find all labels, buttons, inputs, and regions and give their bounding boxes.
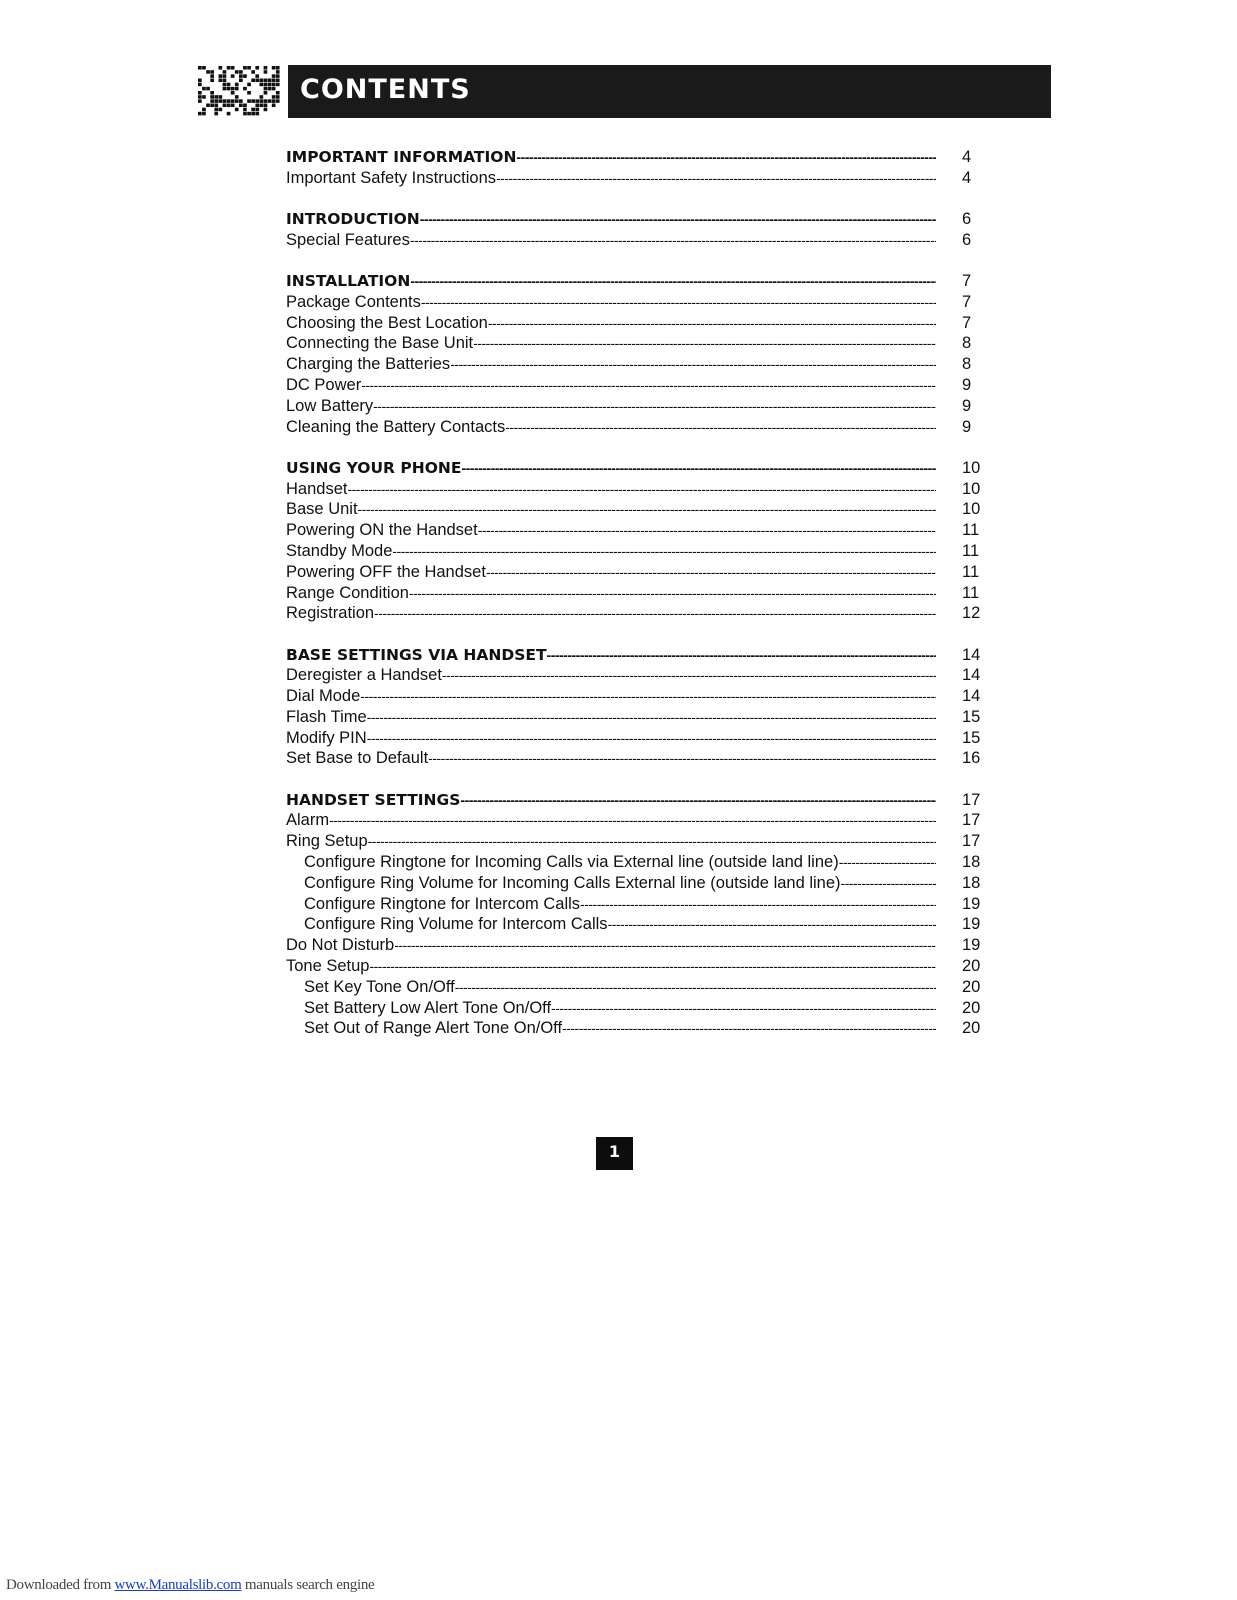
toc-entry[interactable]	[286, 914, 1006, 935]
toc-entry[interactable]	[286, 894, 1006, 915]
logo-pattern-cell	[276, 83, 280, 87]
logo-pattern-cell	[210, 91, 214, 95]
logo-pattern-cell	[264, 91, 268, 95]
toc-entry-page: 11	[962, 521, 980, 540]
table-of-contents	[286, 147, 1006, 1060]
logo-pattern-cell	[255, 99, 259, 103]
logo-pattern-cell	[243, 108, 247, 112]
toc-entry-label: Handset	[286, 479, 348, 498]
toc-entry-label: Alarm	[286, 811, 330, 830]
logo-pattern-cell	[231, 91, 235, 95]
logo-pattern-cell	[198, 112, 202, 116]
toc-entry-page: 19	[962, 894, 981, 913]
logo-pattern-cell	[202, 112, 206, 116]
logo-pattern-cell	[247, 99, 251, 103]
toc-entry-label: Charging the Batteries	[286, 355, 451, 374]
logo-pattern-cell	[235, 70, 239, 74]
toc-entry[interactable]	[286, 977, 1006, 998]
logo-pattern-cell	[276, 91, 280, 95]
toc-entry-label: Connecting the Base Unit	[286, 334, 474, 353]
dot-leader	[360, 686, 936, 707]
toc-entry-label: Modify PIN	[286, 728, 367, 747]
toc-entry[interactable]	[286, 333, 1006, 354]
logo-pattern-cell	[276, 99, 280, 103]
dot-leader	[562, 1018, 936, 1039]
logo-pattern-cell	[255, 74, 259, 78]
toc-entry-label: INSTALLATION	[286, 271, 411, 290]
dot-leader	[580, 894, 936, 915]
logo-pattern-cell	[223, 70, 227, 74]
toc-entry[interactable]	[286, 541, 1006, 562]
logo-pattern-cell	[223, 87, 227, 91]
toc-entry-label: BASE SETTINGS VIA HANDSET	[286, 645, 547, 664]
toc-entry-label: Flash Time	[286, 707, 367, 726]
toc-entry-label: Tone Setup	[286, 957, 370, 976]
logo-pattern-cell	[251, 112, 255, 116]
toc-entry[interactable]	[286, 417, 1006, 438]
toc-entry[interactable]	[286, 479, 1006, 500]
toc-entry-label: Configure Ringtone for Intercom Calls	[304, 894, 581, 913]
toc-heading[interactable]	[286, 790, 1006, 811]
logo-pattern-cell	[255, 104, 259, 108]
toc-entry-page: 20	[962, 977, 981, 996]
logo-pattern-cell	[255, 79, 259, 83]
toc-entry-label: Package Contents	[286, 292, 421, 311]
logo-pattern-cell	[210, 70, 214, 74]
toc-entry-label: DC Power	[286, 375, 362, 394]
dot-leader	[373, 396, 936, 417]
logo-pattern-cell	[223, 99, 227, 103]
toc-heading[interactable]	[286, 209, 1006, 230]
logo-pattern-cell	[247, 66, 251, 70]
toc-entry-page: 6	[962, 230, 972, 249]
logo-pattern-cell	[206, 87, 210, 91]
toc-entry-label: Base Unit	[286, 500, 358, 519]
toc-entry-page: 10	[962, 500, 981, 519]
toc-entry-label: Powering OFF the Handset	[286, 562, 486, 581]
logo-pattern-cell	[260, 79, 264, 83]
toc-entry[interactable]	[286, 935, 1006, 956]
toc-entry[interactable]	[286, 998, 1006, 1019]
logo-pattern-cell	[227, 83, 231, 87]
logo-pattern-cell	[231, 74, 235, 78]
toc-section	[286, 790, 1006, 1040]
toc-entry[interactable]	[286, 665, 1006, 686]
logo-pattern-cell	[272, 79, 276, 83]
logo-pattern-cell	[255, 108, 259, 112]
toc-entry-page: 11	[962, 583, 980, 602]
dot-leader	[496, 168, 936, 189]
toc-entry-page: 14	[962, 645, 981, 664]
logo-pattern-cell	[206, 104, 210, 108]
logo-pattern-cell	[243, 66, 247, 70]
logo-pattern-cell	[198, 95, 202, 99]
dot-leader	[450, 354, 936, 375]
dot-leader	[428, 748, 936, 769]
logo-pattern-cell	[251, 99, 255, 103]
logo-pattern-cell	[219, 95, 223, 99]
logo-pattern-cell	[219, 99, 223, 103]
toc-entry[interactable]	[286, 313, 1006, 334]
toc-entry-page: 17	[962, 811, 981, 830]
toc-entry-label: Configure Ring Volume for Intercom Calls	[304, 915, 608, 934]
dot-leader	[551, 998, 936, 1019]
toc-entry[interactable]	[286, 354, 1006, 375]
dot-leader	[478, 520, 936, 541]
toc-section	[286, 458, 1006, 624]
toc-entry-label: Registration	[286, 604, 375, 623]
logo-pattern-cell	[214, 112, 218, 116]
toc-entry-page: 15	[962, 728, 981, 747]
logo-pattern-cell	[223, 104, 227, 108]
toc-entry-page: 10	[962, 479, 981, 498]
logo-pattern-cell	[276, 74, 280, 78]
logo-pattern-cell	[227, 104, 231, 108]
logo-pattern-cell	[264, 104, 268, 108]
logo-pattern-cell	[264, 87, 268, 91]
toc-entry-page: 11	[962, 562, 980, 581]
logo-pattern-cell	[251, 70, 255, 74]
toc-entry-page: 7	[962, 292, 972, 311]
logo-pattern-cell	[272, 74, 276, 78]
toc-entry-page: 18	[962, 853, 981, 872]
toc-entry-page: 7	[962, 313, 972, 332]
toc-entry-label: Configure Ring Volume for Incoming Calls External line (outside land line)	[304, 873, 841, 892]
dot-leader	[367, 728, 936, 749]
toc-entry[interactable]	[286, 852, 1006, 873]
toc-entry-label: Low Battery	[286, 396, 374, 415]
logo-pattern-cell	[223, 79, 227, 83]
logo-pattern-cell	[268, 83, 272, 87]
logo-pattern-cell	[223, 83, 227, 87]
logo-pattern-cell	[198, 91, 202, 95]
toc-heading[interactable]	[286, 645, 1006, 666]
dot-leader	[361, 375, 936, 396]
logo-pattern-cell	[210, 104, 214, 108]
dot-leader	[516, 147, 936, 168]
toc-entry-label: USING YOUR PHONE	[286, 458, 462, 477]
toc-entry[interactable]	[286, 831, 1006, 852]
logo-pattern-cell	[202, 108, 206, 112]
logo-pattern-cell	[235, 95, 239, 99]
toc-entry-page: 17	[962, 832, 981, 851]
logo-pattern-cell	[272, 83, 276, 87]
logo-pattern-cell	[264, 70, 268, 74]
dot-leader	[839, 852, 936, 873]
logo-pattern-cell	[219, 108, 223, 112]
toc-entry[interactable]	[286, 707, 1006, 728]
toc-section	[286, 147, 1006, 189]
footer-link[interactable]: www.Manualslib.com	[114, 1577, 242, 1593]
toc-entry-page: 8	[962, 355, 972, 374]
toc-entry[interactable]	[286, 810, 1006, 831]
toc-entry-label: Deregister a Handset	[286, 666, 442, 685]
toc-entry[interactable]	[286, 603, 1006, 624]
logo-pattern-cell	[198, 66, 202, 70]
toc-entry-page: 14	[962, 666, 981, 685]
toc-entry-page: 18	[962, 873, 981, 892]
logo-pattern-cell	[239, 104, 243, 108]
toc-entry[interactable]	[286, 230, 1006, 251]
toc-entry[interactable]	[286, 375, 1006, 396]
toc-entry-label: Dial Mode	[286, 687, 361, 706]
dot-leader	[547, 645, 936, 666]
logo-pattern-cell	[198, 79, 202, 83]
logo-pattern-cell	[247, 91, 251, 95]
page-title: CONTENTS	[300, 74, 471, 105]
toc-entry-page: 14	[962, 687, 981, 706]
logo-pattern-cell	[231, 99, 235, 103]
logo-pattern-cell	[243, 74, 247, 78]
logo-pattern-cell	[227, 99, 231, 103]
logo-pattern-cell	[214, 95, 218, 99]
toc-entry-label: INTRODUCTION	[286, 209, 420, 228]
toc-entry[interactable]	[286, 520, 1006, 541]
logo-pattern-cell	[214, 108, 218, 112]
logo-pattern-cell	[264, 66, 268, 70]
logo-pattern-cell	[235, 99, 239, 103]
toc-heading[interactable]	[286, 271, 1006, 292]
toc-entry[interactable]	[286, 956, 1006, 977]
logo-pattern-cell	[272, 87, 276, 91]
logo-pattern-cell	[276, 66, 280, 70]
logo-pattern-cell	[202, 95, 206, 99]
dot-leader	[442, 665, 936, 686]
toc-entry-page: 9	[962, 375, 972, 394]
logo-pattern-cell	[239, 99, 243, 103]
logo-pattern-cell	[202, 87, 206, 91]
toc-entry-page: 6	[962, 209, 972, 228]
logo-pattern-cell	[247, 83, 251, 87]
dot-leader	[473, 333, 936, 354]
toc-entry[interactable]	[286, 728, 1006, 749]
logo-pattern-cell	[268, 87, 272, 91]
toc-entry[interactable]	[286, 168, 1006, 189]
toc-entry-page: 19	[962, 915, 981, 934]
logo-pattern-cell	[251, 108, 255, 112]
dot-leader	[358, 499, 936, 520]
logo-pattern-cell	[219, 66, 223, 70]
logo-pattern-cell	[219, 74, 223, 78]
logo-pattern-cell	[243, 112, 247, 116]
toc-entry[interactable]	[286, 686, 1006, 707]
footer-prefix: Downloaded from	[6, 1577, 115, 1593]
toc-heading[interactable]	[286, 458, 1006, 479]
toc-entry-label: Configure Ringtone for Incoming Calls via External line (outside land line)	[304, 853, 839, 872]
logo-pattern-cell	[231, 66, 235, 70]
toc-entry-label: Set Out of Range Alert Tone On/Off	[304, 1019, 563, 1038]
logo-pattern-cell	[214, 104, 218, 108]
dot-leader	[608, 914, 936, 935]
header-pattern-logo	[198, 66, 280, 116]
toc-entry-label: HANDSET SETTINGS	[286, 790, 461, 809]
toc-entry[interactable]	[286, 562, 1006, 583]
logo-pattern-cell	[247, 112, 251, 116]
toc-section	[286, 645, 1006, 770]
toc-entry-page: 7	[962, 271, 972, 290]
dot-leader	[394, 935, 936, 956]
dot-leader	[421, 292, 936, 313]
toc-entry-page: 12	[962, 604, 981, 623]
logo-pattern-cell	[223, 74, 227, 78]
toc-entry-label: IMPORTANT INFORMATION	[286, 148, 517, 166]
dot-leader	[455, 977, 936, 998]
dot-leader	[410, 271, 936, 292]
dot-leader	[488, 313, 936, 334]
toc-entry[interactable]	[286, 1018, 1006, 1039]
logo-pattern-cell	[276, 79, 280, 83]
logo-pattern-cell	[235, 87, 239, 91]
toc-entry[interactable]	[286, 873, 1006, 894]
dot-leader	[461, 458, 936, 479]
logo-pattern-cell	[239, 74, 243, 78]
logo-pattern-cell	[260, 83, 264, 87]
logo-pattern-cell	[272, 104, 276, 108]
logo-pattern-cell	[255, 66, 259, 70]
toc-entry-page: 8	[962, 334, 972, 353]
logo-pattern-cell	[264, 99, 268, 103]
dot-leader	[505, 417, 936, 438]
logo-pattern-cell	[272, 99, 276, 103]
toc-entry-label: Set Base to Default	[286, 749, 429, 768]
toc-entry-page: 20	[962, 998, 981, 1017]
dot-leader	[374, 603, 936, 624]
dot-leader	[392, 541, 936, 562]
logo-pattern-cell	[268, 99, 272, 103]
toc-entry-page: 4	[962, 168, 972, 187]
dot-leader	[367, 707, 936, 728]
logo-pattern-cell	[210, 95, 214, 99]
logo-pattern-cell	[231, 87, 235, 91]
logo-pattern-cell	[272, 95, 276, 99]
toc-entry-page: 9	[962, 417, 972, 436]
toc-entry-page: 10	[962, 458, 981, 477]
logo-pattern-cell	[227, 66, 231, 70]
toc-entry[interactable]	[286, 499, 1006, 520]
logo-pattern-cell	[235, 83, 239, 87]
dot-leader	[460, 790, 936, 811]
toc-entry-label: Important Safety Instructions	[286, 168, 497, 187]
toc-section	[286, 209, 1006, 251]
toc-entry[interactable]	[286, 396, 1006, 417]
logo-pattern-cell	[214, 99, 218, 103]
dot-leader	[368, 831, 936, 852]
logo-pattern-cell	[198, 99, 202, 103]
logo-pattern-cell	[210, 74, 214, 78]
toc-entry-page: 4	[962, 148, 972, 166]
logo-pattern-cell	[251, 79, 255, 83]
dot-leader	[347, 479, 936, 500]
logo-pattern-cell	[210, 79, 214, 83]
toc-entry-page: 9	[962, 396, 972, 415]
logo-pattern-cell	[255, 112, 259, 116]
logo-pattern-cell	[260, 95, 264, 99]
logo-pattern-cell	[210, 99, 214, 103]
toc-entry-page: 15	[962, 707, 981, 726]
toc-entry-label: Do Not Disturb	[286, 936, 395, 955]
toc-entry-page: 17	[962, 790, 981, 809]
toc-entry-page: 20	[962, 957, 981, 976]
toc-heading[interactable]	[286, 147, 1006, 168]
logo-pattern-cell	[264, 79, 268, 83]
logo-pattern-cell	[276, 95, 280, 99]
dot-leader	[486, 562, 936, 583]
dot-leader	[420, 209, 936, 230]
logo-pattern-cell	[227, 112, 231, 116]
toc-entry-page: 16	[962, 749, 981, 768]
logo-pattern-cell	[206, 70, 210, 74]
toc-entry-page: 20	[962, 1019, 981, 1038]
toc-entry-label: Powering ON the Handset	[286, 521, 478, 540]
toc-entry-label: Standby Mode	[286, 541, 393, 560]
logo-pattern-cell	[243, 104, 247, 108]
toc-entry-page: 19	[962, 936, 981, 955]
header-bar	[288, 65, 1051, 118]
footer-suffix: manuals search engine	[241, 1577, 375, 1593]
logo-pattern-cell	[239, 79, 243, 83]
toc-entry-label: Range Condition	[286, 583, 409, 602]
toc-entry-label: Cleaning the Battery Contacts	[286, 417, 506, 436]
dot-leader	[841, 873, 936, 894]
logo-pattern-cell	[198, 83, 202, 87]
page-number: 1	[596, 1137, 633, 1170]
toc-entry-label: Set Key Tone On/Off	[304, 977, 455, 996]
toc-section	[286, 271, 1006, 437]
toc-entry-label: Special Features	[286, 230, 410, 249]
logo-pattern-cell	[260, 99, 264, 103]
dot-leader	[369, 956, 936, 977]
logo-pattern-cell	[239, 70, 243, 74]
logo-pattern-cell	[231, 104, 235, 108]
logo-pattern-cell	[219, 79, 223, 83]
toc-entry-label: Set Battery Low Alert Tone On/Off	[304, 998, 552, 1017]
logo-pattern-cell	[264, 108, 268, 112]
logo-pattern-cell	[227, 87, 231, 91]
logo-pattern-cell	[276, 70, 280, 74]
toc-entry-label: Choosing the Best Location	[286, 313, 488, 332]
dot-leader	[410, 230, 936, 251]
dot-leader	[329, 810, 936, 831]
logo-pattern-cell	[243, 87, 247, 91]
footer-note	[6, 1577, 374, 1594]
logo-pattern-cell	[272, 66, 276, 70]
logo-pattern-cell	[260, 104, 264, 108]
logo-pattern-cell	[235, 108, 239, 112]
toc-entry[interactable]	[286, 292, 1006, 313]
logo-pattern-cell	[264, 83, 268, 87]
logo-pattern-cell	[202, 66, 206, 70]
toc-entry-label: Ring Setup	[286, 832, 368, 851]
toc-entry-page: 11	[962, 541, 980, 560]
dot-leader	[409, 583, 936, 604]
toc-entry[interactable]	[286, 583, 1006, 604]
toc-entry[interactable]	[286, 748, 1006, 769]
logo-pattern-cell	[268, 79, 272, 83]
